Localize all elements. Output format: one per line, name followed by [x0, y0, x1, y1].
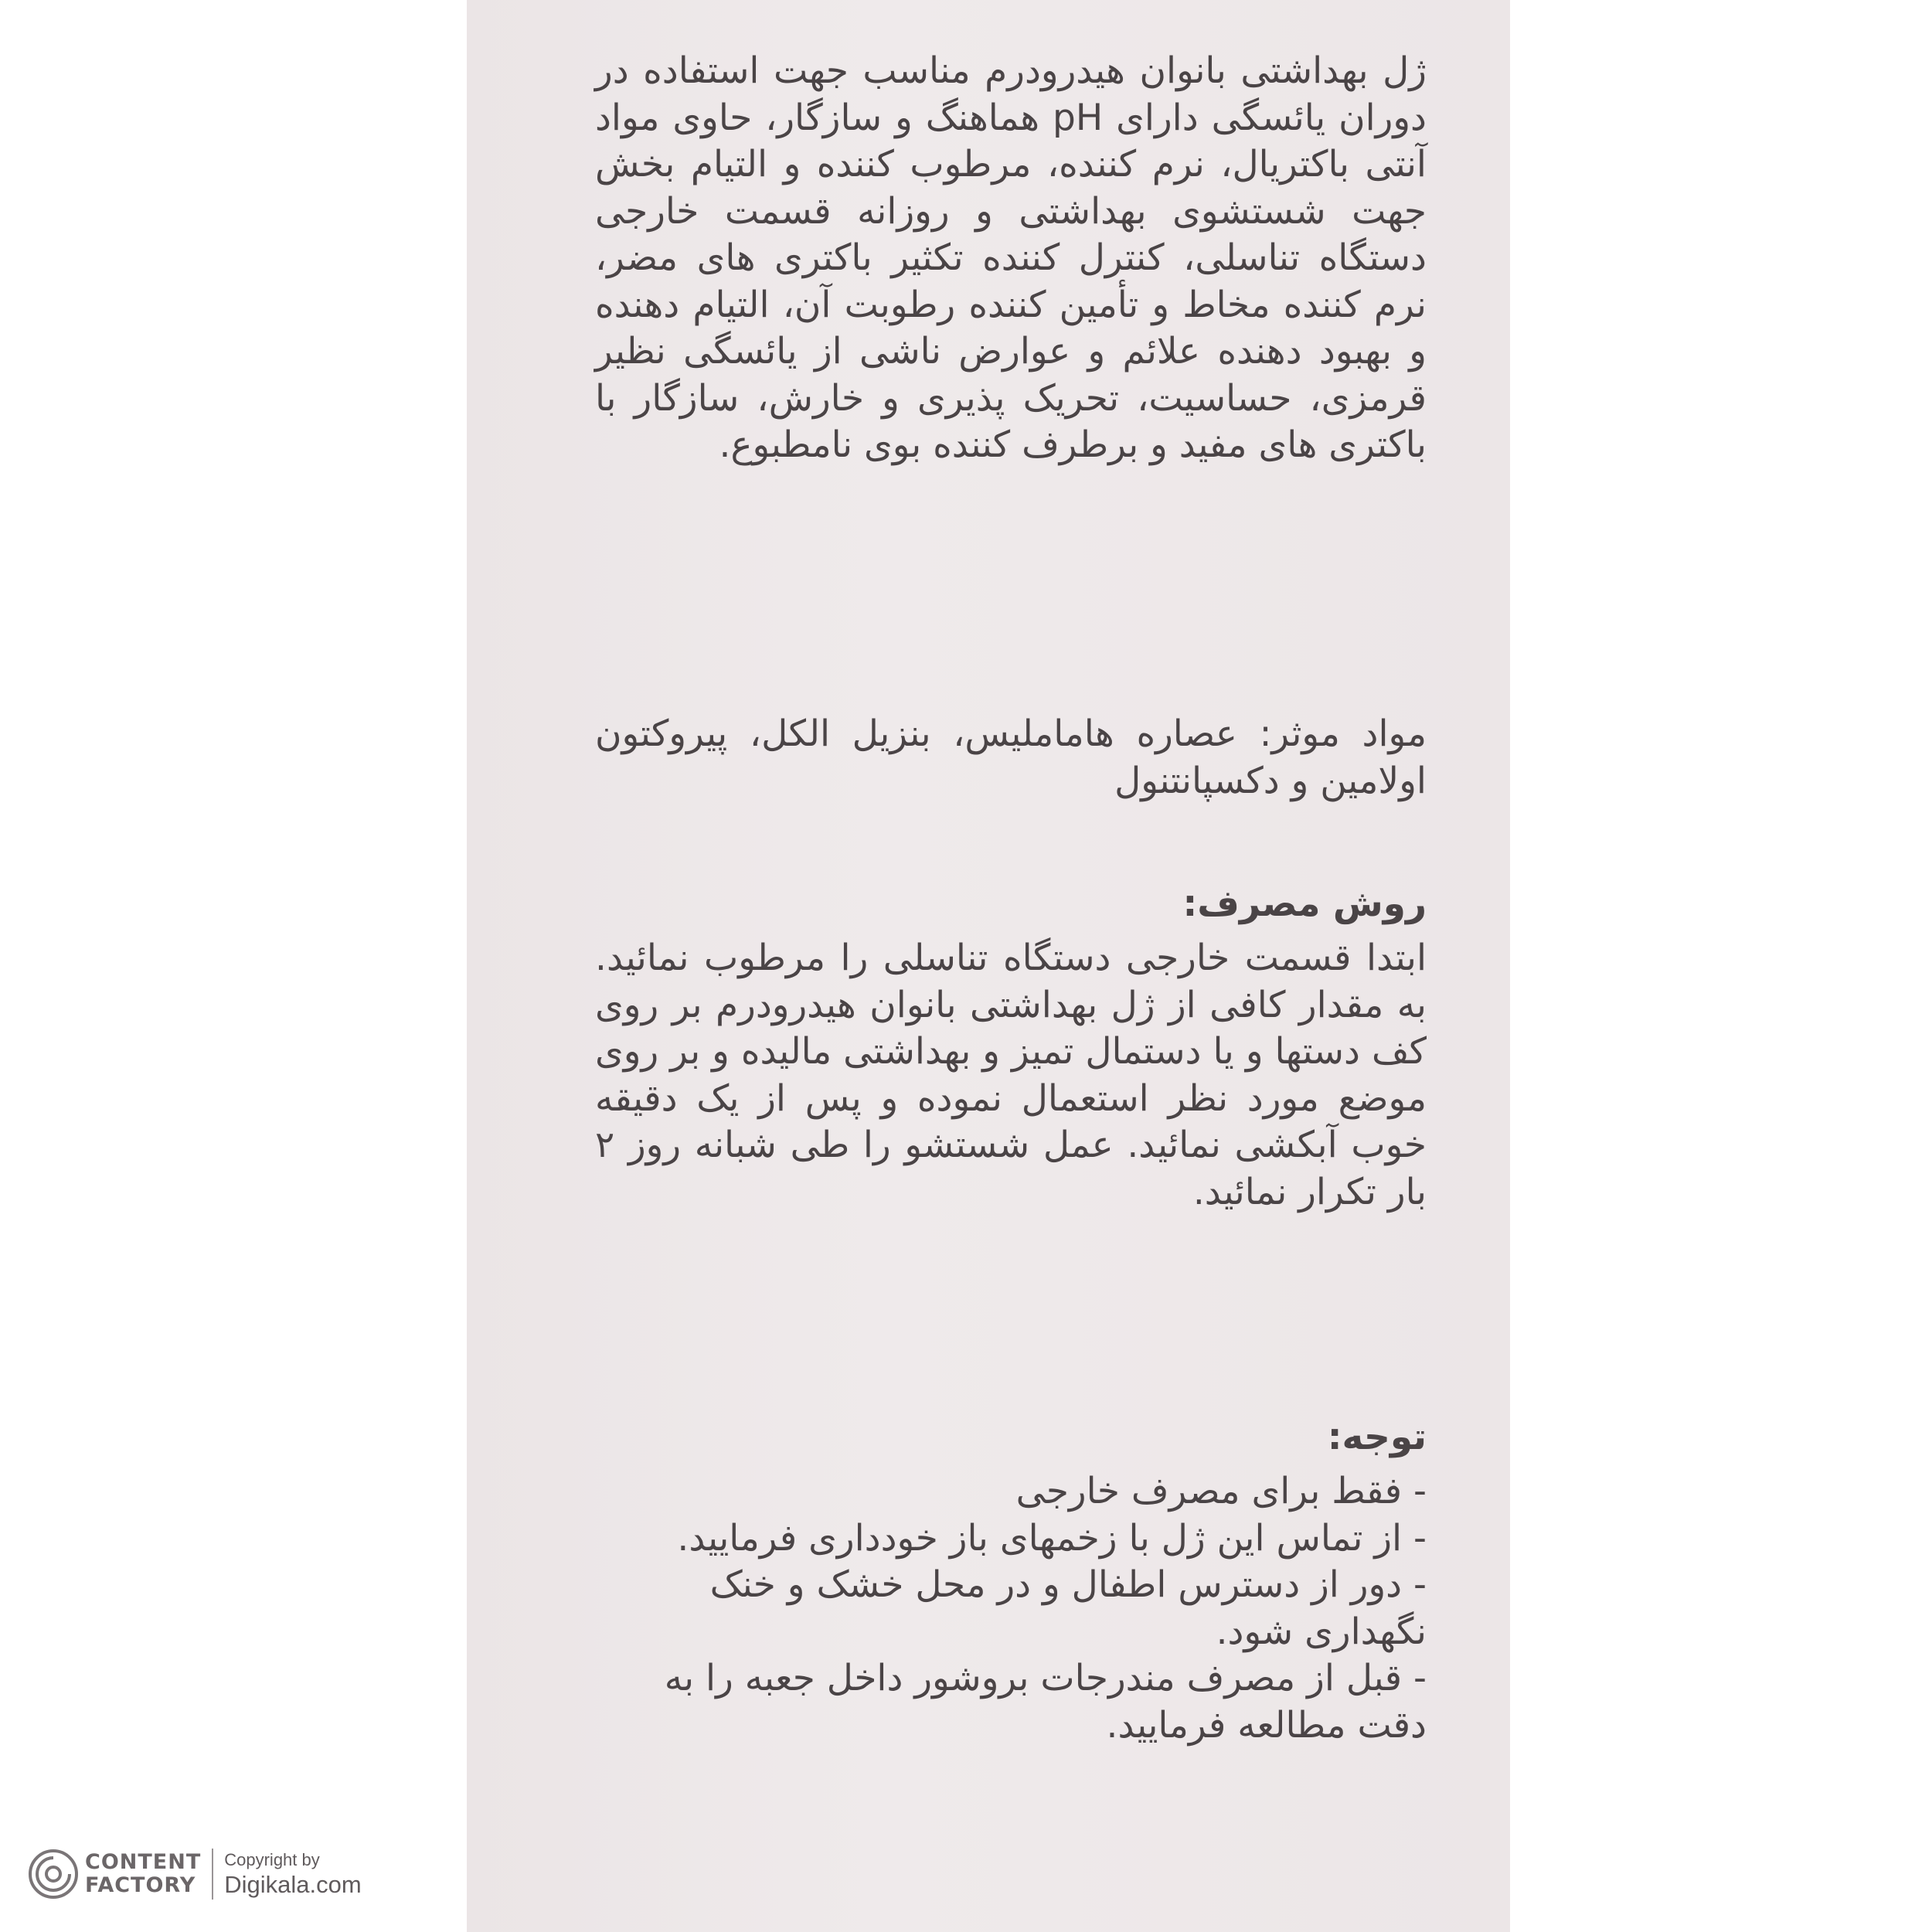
- note-item: - از تماس این ژل با زخمهای باز خودداری فرمایید.: [677, 1516, 1427, 1560]
- intro-paragraph: ژل بهداشتی بانوان هیدرودرم مناسب جهت استفاده در دوران یائسگی دارای pH هماهنگ و سازگار، حاوی مواد آنتی باکتریال، نرم کننده، مرطوب کننده و التیام بخش جهت شستشوی بهداشتی و روزانه قسمت خارجی دستگاه تناسلی، کنترل کننده تکثیر باکتری های مضر، نرم کننده مخاط و تأمین کننده رطوبت آن، التیام دهنده و بهبود دهنده علائم و عوارض ناشی از یائسگی نظیر قرمزی، حساسیت، تحریک پذیری و خارش، سازگار با باکتری های مفید و برطرف کننده بوی نامطبوع.: [595, 49, 1427, 466]
- usage-instructions: [595, 935, 1427, 1216]
- content-factory-logo-icon: [26, 1847, 80, 1901]
- watermark-copyright: [224, 1849, 361, 1899]
- watermark: [26, 1839, 397, 1909]
- brand-line-1: CONTENT: [85, 1850, 202, 1874]
- notes-heading: توجه:: [1327, 1416, 1427, 1458]
- product-description: [595, 48, 1427, 469]
- copyright-text: Copyright by: [224, 1850, 320, 1869]
- brand-line-2: FACTORY: [85, 1873, 196, 1897]
- active-ingredients: [595, 711, 1427, 804]
- site-name: Digikala.com: [224, 1871, 362, 1898]
- usage-heading: روش مصرف:: [1182, 883, 1427, 925]
- ingredients-paragraph: مواد موثر: عصاره هامامليس، بنزیل الکل، پیروکتون اولامین و دکسپانتنول: [595, 713, 1427, 802]
- usage-paragraph: ابتدا قسمت خارجی دستگاه تناسلی را مرطوب نمائید. به مقدار کافی از ژل بهداشتی بانوان هیدرودرم بر روی کف دستها و یا دستمال تمیز و بهداشتی مالیده و بر روی موضع مورد نظر استعمال نموده و پس از یک دقیقه خوب آبکشی نمائید. عمل شستشو را طی شبانه روز ۲ بار تکرار نمائید.: [595, 937, 1427, 1213]
- watermark-divider: [212, 1849, 213, 1900]
- note-item: - دور از دسترس اطفال و در محل خشک و خنک نگهداری شود.: [709, 1563, 1427, 1653]
- note-item: - فقط برای مصرف خارجی: [1015, 1470, 1427, 1512]
- note-item: - قبل از مصرف مندرجات بروشور داخل جعبه را به دقت مطالعه فرمایید.: [664, 1657, 1427, 1747]
- notes-list: [595, 1468, 1427, 1749]
- watermark-brand: [85, 1851, 201, 1897]
